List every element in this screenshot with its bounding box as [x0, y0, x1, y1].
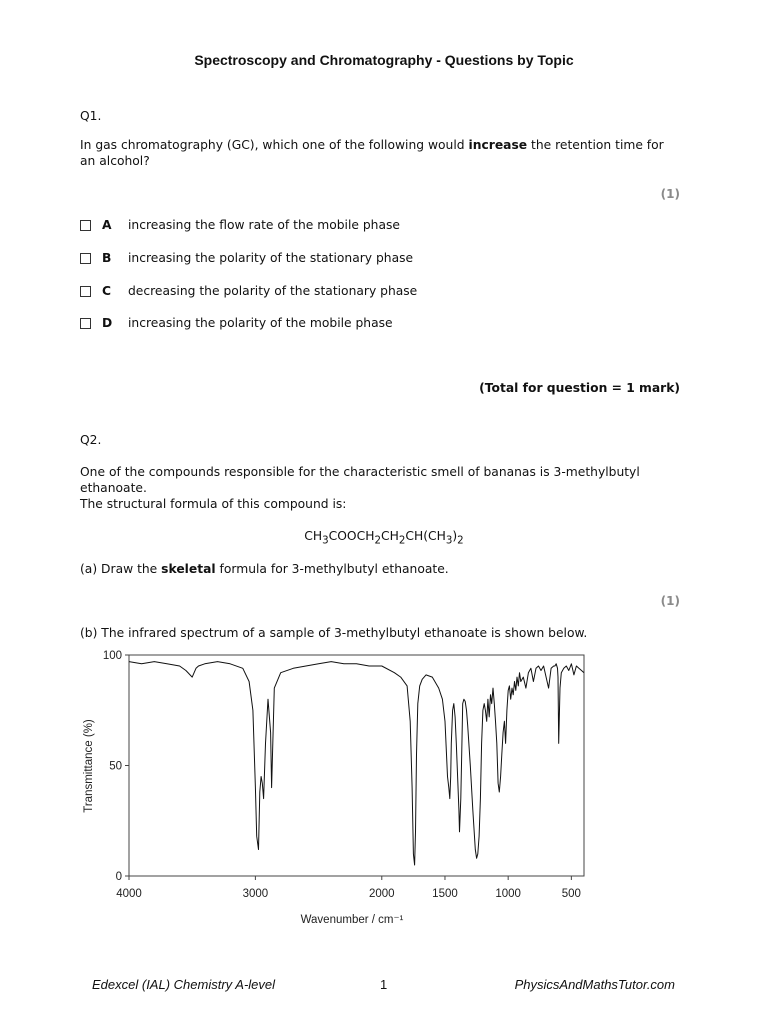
option-text: decreasing the polarity of the stationary phase [128, 284, 418, 298]
x-tick-label: 1500 [432, 888, 458, 900]
q1-stem-post: the retention time for [527, 138, 664, 152]
q2-intro-line3: The structural formula of this compound is: [80, 497, 347, 511]
checkbox-d[interactable] [80, 318, 91, 329]
part-a-bold: skeletal [161, 562, 216, 576]
q1-stem-line2: an alcohol? [80, 154, 150, 168]
x-tick-label: 4000 [116, 888, 142, 900]
option-text: increasing the polarity of the mobile phase [128, 316, 393, 330]
q1-stem [80, 137, 664, 169]
page-number: 1 [380, 977, 388, 992]
footer-left: Edexcel (IAL) Chemistry A-level [92, 977, 276, 992]
q2-intro-line2: ethanoate. [80, 481, 147, 495]
part-a-post: formula for 3-methylbutyl ethanoate. [215, 562, 449, 576]
q2-label: Q2. [80, 433, 102, 447]
option-text: increasing the polarity of the stationary phase [128, 251, 414, 265]
part-a-pre: (a) Draw the [80, 562, 162, 576]
q1-stem-pre: In gas chromatography (GC), which one of the following would [80, 138, 469, 152]
option-letter: B [102, 251, 112, 265]
y-tick-label: 100 [102, 650, 122, 662]
x-tick-label: 1000 [495, 888, 521, 900]
x-axis-label: Wavenumber / cm⁻¹ [300, 914, 404, 926]
option-d[interactable] [80, 316, 393, 330]
checkbox-b[interactable] [80, 253, 91, 264]
y-axis-label: Transmittance (%) [83, 719, 95, 813]
option-a[interactable] [80, 218, 400, 232]
q1-marks: (1) [660, 187, 680, 201]
structural-formula: $CH_3COOCH_2CH_2CH(CH_3)_2$ [304, 529, 464, 547]
option-letter: D [102, 316, 113, 330]
option-b[interactable] [80, 251, 413, 265]
footer-right: PhysicsAndMathsTutor.com [514, 977, 675, 992]
spectrum-line [129, 662, 584, 865]
y-tick-label: 0 [115, 871, 122, 883]
q1-total: (Total for question = 1 mark) [479, 381, 680, 395]
y-tick-label: 50 [109, 760, 122, 773]
x-tick-label: 2000 [368, 888, 395, 900]
option-letter: C [102, 284, 112, 298]
checkbox-c[interactable] [80, 286, 91, 297]
x-tick-label: 500 [561, 888, 581, 900]
q2-intro [80, 464, 640, 512]
part-a [80, 561, 449, 577]
x-tick-label: 3000 [242, 888, 269, 900]
q1-label: Q1. [80, 109, 102, 123]
option-text: increasing the flow rate of the mobile phase [128, 218, 400, 232]
page-title: Spectroscopy and Chromatography - Questions by Topic [194, 52, 574, 68]
part-a-marks: (1) [660, 594, 680, 608]
option-c[interactable] [80, 284, 417, 298]
option-letter: A [102, 218, 112, 232]
part-b: (b) The infrared spectrum of a sample of 3-methylbutyl ethanoate is shown below. [80, 626, 588, 640]
q2-intro-line1: One of the compounds responsible for the characteristic smell of bananas is 3-methylbutyl [80, 465, 640, 479]
ir-spectrum-chart [0, 640, 768, 940]
q1-stem-bold: increase [468, 138, 528, 152]
checkbox-a[interactable] [80, 220, 91, 231]
spectrum-series [129, 662, 584, 865]
